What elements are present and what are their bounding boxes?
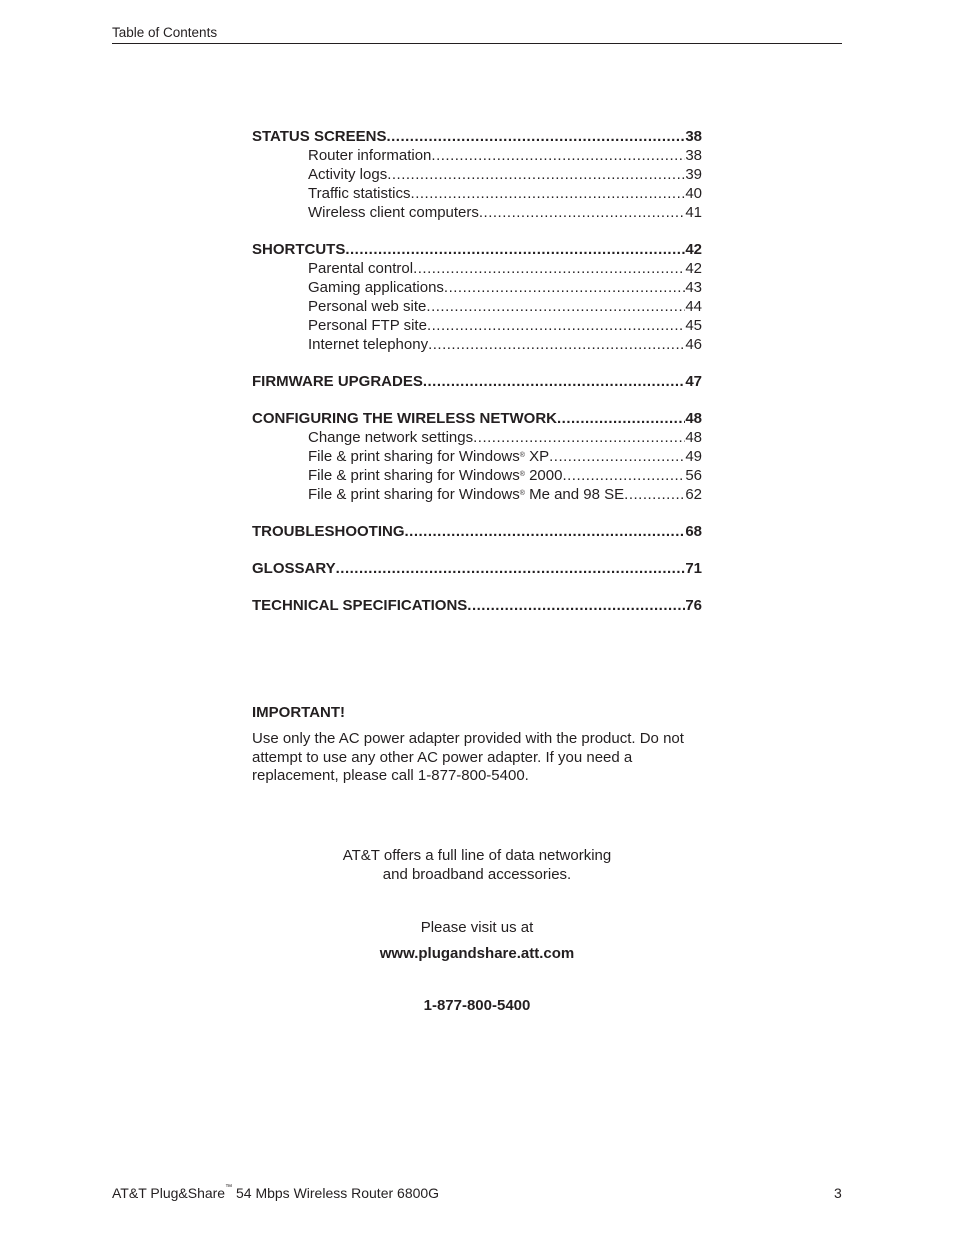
section-spacer [252,504,702,522]
toc-page-number: 48 [685,429,702,446]
footer-product-name [112,1185,439,1201]
toc-page-number: 42 [685,260,702,277]
promo-website-link[interactable]: www.plugandshare.att.com [379,945,575,962]
toc-page-number: 62 [685,486,702,503]
toc-entry-parental-control[interactable] [252,259,702,278]
toc-entry-internet-telephony[interactable] [252,335,702,354]
toc-entry-title: Gaming applications [308,279,444,296]
important-heading: IMPORTANT! [252,704,346,721]
toc-entry-title [308,485,624,504]
toc-entry-title: Personal FTP site [308,317,427,334]
toc-section-title: GLOSSARY [252,560,336,577]
promo-block [252,846,702,1015]
dot-leader [336,559,686,578]
dot-leader [479,203,685,222]
running-header: Table of Contents [112,25,218,40]
toc-page-number: 38 [685,128,702,145]
dot-leader [557,409,685,428]
dot-leader [624,485,685,504]
toc-page-number: 39 [685,166,702,183]
toc-section-title: TECHNICAL SPECIFICATIONS [252,597,468,614]
toc-section-title: CONFIGURING THE WIRELESS NETWORK [252,410,557,427]
toc-section-technical-specifications[interactable] [252,596,702,615]
dot-leader [473,428,685,447]
dot-leader [562,466,685,485]
table-of-contents [252,127,702,615]
important-text: Use only the AC power adapter provided with the product. Do not attempt to use any other AC power adapter. If you need a replacement, please call 1-877-800-5400. [252,730,684,784]
toc-page-number: 43 [685,279,702,296]
toc-entry-title: Change network settings [308,429,474,446]
dot-leader [411,184,686,203]
footer-product-brand: AT&T Plug&Share [112,1185,226,1201]
toc-page-number: 45 [685,317,702,334]
toc-section-glossary[interactable] [252,559,702,578]
toc-page-number: 46 [685,336,702,353]
toc-page-number: 44 [685,298,702,315]
section-spacer [252,578,702,596]
toc-section-status-screens[interactable] [252,127,702,146]
section-spacer [252,354,702,372]
toc-entry-personal-ftp-site[interactable] [252,316,702,335]
toc-entry-title: Wireless client computers [308,204,479,221]
toc-entry-title: Router information [308,147,432,164]
toc-entry-gaming-applications[interactable] [252,278,702,297]
toc-entry-title [308,447,549,466]
toc-entry-title: Traffic statistics [308,185,411,202]
dot-leader [431,146,685,165]
dot-leader [387,165,685,184]
footer-product-model: 54 Mbps Wireless Router 6800G [232,1185,440,1201]
toc-entry-activity-logs[interactable] [252,165,702,184]
toc-entry-personal-web-site[interactable] [252,297,702,316]
dot-leader [427,316,685,335]
dot-leader [405,522,686,541]
toc-page-number: 42 [685,241,702,258]
toc-entry-title-version: 2000 [524,467,563,484]
toc-section-title: STATUS SCREENS [252,128,387,145]
toc-entry-title-main: File & print sharing for Windows [308,467,520,484]
toc-entry-title: Parental control [308,260,414,277]
section-spacer [252,541,702,559]
footer-page-number: 3 [834,1185,842,1201]
toc-entry-file-print-sharing-2000[interactable] [252,466,702,485]
toc-entry-title-version: Me and 98 SE [524,486,625,503]
toc-page-number: 47 [685,373,702,390]
promo-line-1: AT&T offers a full line of data networking [342,847,612,864]
toc-entry-title: Personal web site [308,298,427,315]
toc-entry-title-version: XP [524,448,550,465]
toc-section-shortcuts[interactable] [252,240,702,259]
toc-entry-title: Activity logs [308,166,388,183]
toc-page-number: 41 [685,204,702,221]
dot-leader [345,240,685,259]
toc-entry-title-main: File & print sharing for Windows [308,448,520,465]
dot-leader [413,259,685,278]
trademark-mark: ™ [225,1184,233,1191]
toc-entry-traffic-statistics[interactable] [252,184,702,203]
toc-entry-title [308,466,562,485]
toc-section-configuring-wireless-network[interactable] [252,409,702,428]
dot-leader [467,596,685,615]
section-spacer [252,391,702,409]
toc-page-number: 48 [685,410,702,427]
toc-page-number: 76 [685,597,702,614]
toc-page-number: 49 [685,448,702,465]
toc-section-title: SHORTCUTS [252,241,346,258]
toc-page-number: 40 [685,185,702,202]
toc-entry-file-print-sharing-xp[interactable] [252,447,702,466]
dot-leader [549,447,685,466]
toc-entry-title-main: File & print sharing for Windows [308,486,520,503]
header-rule [112,43,842,44]
toc-section-title: FIRMWARE UPGRADES [252,373,423,390]
promo-visit-text: Please visit us at [420,919,534,936]
section-spacer [252,222,702,240]
dot-leader [386,127,685,146]
toc-entry-file-print-sharing-me-98se[interactable] [252,485,702,504]
dot-leader [444,278,685,297]
important-notice [252,703,702,786]
toc-page-number: 38 [685,147,702,164]
registered-mark: ® [519,490,525,497]
toc-entry-change-network-settings[interactable] [252,428,702,447]
dot-leader [428,335,685,354]
toc-page-number: 56 [685,467,702,484]
dot-leader [423,372,685,391]
toc-section-firmware-upgrades[interactable] [252,372,702,391]
registered-mark: ® [519,452,525,459]
toc-section-title: TROUBLESHOOTING [252,523,405,540]
dot-leader [426,297,685,316]
toc-entry-title: Internet telephony [308,336,429,353]
toc-page-number: 68 [685,523,702,540]
toc-page-number: 71 [685,560,702,577]
registered-mark: ® [519,471,525,478]
toc-entry-router-information[interactable] [252,146,702,165]
toc-section-troubleshooting[interactable] [252,522,702,541]
promo-line-2: and broadband accessories. [382,866,572,883]
promo-phone-number: 1-877-800-5400 [423,997,531,1014]
toc-entry-wireless-client-computers[interactable] [252,203,702,222]
